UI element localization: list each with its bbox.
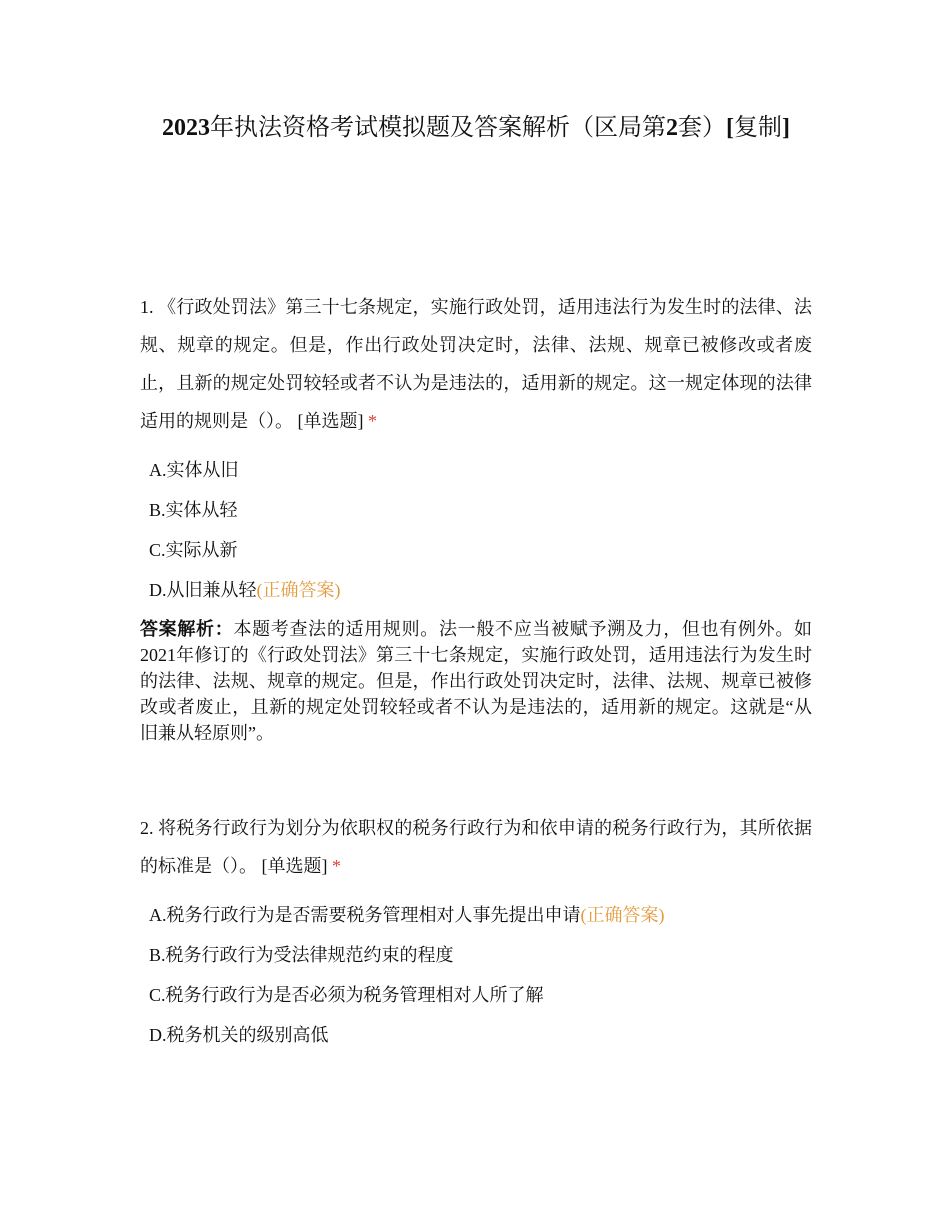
option-b [140, 935, 812, 975]
option-text: A.实体从旧 [149, 460, 239, 480]
answer-analysis [140, 616, 812, 746]
question-2 [140, 809, 812, 1055]
option-list [140, 450, 812, 610]
question-type: [单选题] [261, 856, 328, 876]
option-text: B.实体从轻 [149, 500, 238, 520]
required-star: * [332, 856, 341, 876]
option-d [140, 570, 812, 610]
option-text: D.税务机关的级别高低 [149, 1025, 329, 1045]
option-text: B.税务行政行为受法律规范约束的程度 [149, 945, 454, 965]
title-part: 复制 [734, 115, 782, 141]
question-text: 2. 将税务行政行为划分为依职权的税务行政行为和依申请的税务行政行为，其所依据的标准是（）。 [140, 818, 812, 876]
option-c [140, 530, 812, 570]
option-text: D.从旧兼从轻 [149, 580, 257, 600]
question-stem [140, 809, 812, 885]
title-part: [ [726, 115, 734, 141]
option-a [140, 895, 812, 935]
option-text: C.实际从新 [149, 540, 238, 560]
option-list [140, 895, 812, 1055]
option-text: C.税务行政行为是否必须为税务管理相对人所了解 [149, 985, 544, 1005]
question-1 [140, 288, 812, 746]
option-c [140, 975, 812, 1015]
option-d [140, 1015, 812, 1055]
question-text: 1. 《行政处罚法》第三十七条规定，实施行政处罚，适用违法行为发生时的法律、法规、规章的规定。但是，作出行政处罚决定时，法律、法规、规章已被修改或者废止，且新的规定处罚较轻或者不认为是违法的，适用新的规定。这一规定体现的法律适用的规则是（）。 [140, 297, 812, 431]
title-part: 2023 [162, 115, 210, 141]
analysis-text: 本题考查法的适用规则。法一般不应当被赋予溯及力，但也有例外。如2021年修订的《行政处罚法》第三十七条规定，实施行政处罚，适用违法行为发生时的法律、法规、规章的规定。但是，作出行政处罚决定时，法律、法规、规章已被修改或者废止，且新的规定处罚较轻或者不认为是违法的，适用新的规定。这就是“从旧兼从轻原则”。 [140, 619, 813, 743]
title-part: 2 [666, 115, 678, 141]
analysis-label: 答案解析： [140, 619, 234, 639]
option-a [140, 450, 812, 490]
option-b [140, 490, 812, 530]
title-part: 年执法资格考试模拟题及答案解析（区局第 [210, 115, 666, 141]
question-type: [单选题] [297, 411, 364, 431]
correct-answer-tag: (正确答案) [256, 580, 341, 600]
required-star: * [368, 411, 377, 431]
title-part: ] [782, 115, 790, 141]
correct-answer-tag: (正确答案) [580, 905, 665, 925]
option-text: A.税务行政行为是否需要税务管理相对人事先提出申请 [149, 905, 581, 925]
question-stem [140, 288, 812, 440]
document-title [140, 107, 812, 149]
title-part: 套） [678, 115, 726, 141]
